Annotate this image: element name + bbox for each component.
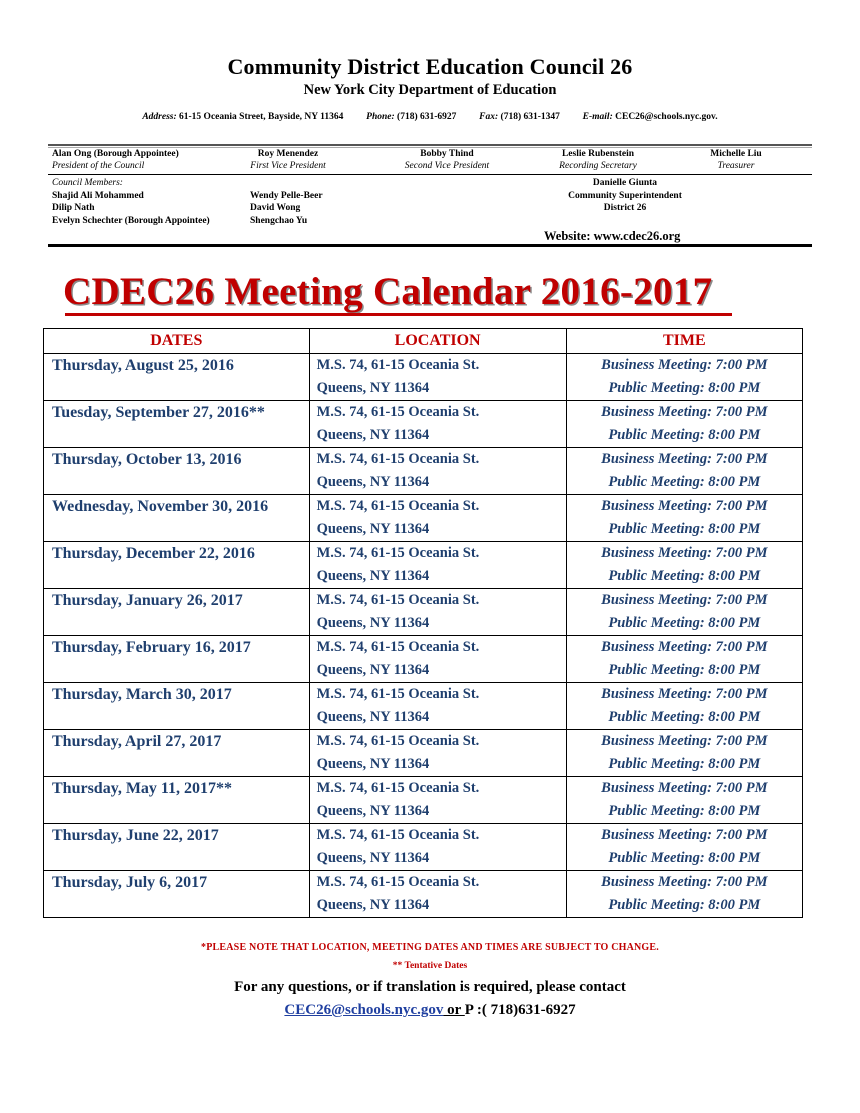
- location-cell: [309, 401, 566, 448]
- location-cell: [309, 730, 566, 777]
- time-cell: [566, 636, 802, 683]
- location-cell: [309, 495, 566, 542]
- location-line-2: Queens, NY 11364: [316, 380, 430, 396]
- public-meeting-time: Public Meeting: 8:00 PM: [608, 756, 761, 772]
- date-cell: [44, 730, 310, 777]
- meeting-date: Thursday, July 6, 2017: [52, 874, 208, 891]
- time-cell: [566, 777, 802, 824]
- header-divider: [48, 144, 812, 146]
- location-cell: [309, 542, 566, 589]
- time-cell: [566, 401, 802, 448]
- table-row: [44, 871, 803, 918]
- business-meeting-time: Business Meeting: 7:00 PM: [601, 404, 768, 420]
- officer-second-vp: Bobby Thind Second Vice President: [404, 149, 490, 171]
- location-line-2: Queens, NY 11364: [316, 709, 430, 725]
- table-row: [44, 354, 803, 401]
- meeting-schedule-table: [43, 328, 803, 918]
- meeting-date: Thursday, February 16, 2017: [52, 639, 251, 656]
- contact-phone: P :( 718)631-6927: [464, 1002, 576, 1018]
- location-cell: [309, 636, 566, 683]
- meeting-date: Thursday, May 11, 2017**: [52, 780, 233, 797]
- date-cell: [44, 401, 310, 448]
- business-meeting-time: Business Meeting: 7:00 PM: [601, 780, 768, 796]
- location-line-1: M.S. 74, 61-15 Oceania St.: [316, 639, 480, 655]
- table-row: [44, 683, 803, 730]
- business-meeting-time: Business Meeting: 7:00 PM: [601, 357, 768, 373]
- contact-email-link[interactable]: CEC26@schools.nyc.gov: [284, 1002, 444, 1018]
- public-meeting-time: Public Meeting: 8:00 PM: [608, 474, 761, 490]
- questions-text: For any questions, or if translation is required, please contact: [234, 979, 626, 995]
- location-line-1: M.S. 74, 61-15 Oceania St.: [316, 827, 480, 843]
- council-members-label: Council Members:: [52, 178, 123, 188]
- time-cell: [566, 448, 802, 495]
- business-meeting-time: Business Meeting: 7:00 PM: [601, 686, 768, 702]
- public-meeting-time: Public Meeting: 8:00 PM: [608, 709, 761, 725]
- officer-treasurer: Michelle Liu Treasurer: [710, 149, 762, 171]
- meeting-date: Wednesday, November 30, 2016: [52, 498, 269, 515]
- table-row: [44, 401, 803, 448]
- time-cell: [566, 730, 802, 777]
- calendar-title-underline: [65, 313, 732, 316]
- time-cell: [566, 683, 802, 730]
- officer-recording-secretary: Leslie Rubenstein Recording Secretary: [559, 149, 637, 171]
- public-meeting-time: Public Meeting: 8:00 PM: [608, 803, 761, 819]
- header-location: LOCATION: [309, 329, 566, 354]
- table-row: [44, 448, 803, 495]
- time-cell: [566, 495, 802, 542]
- public-meeting-time: Public Meeting: 8:00 PM: [608, 662, 761, 678]
- header-dates: DATES: [44, 329, 310, 354]
- time-cell: [566, 589, 802, 636]
- phone-value: (718) 631-6927: [397, 112, 457, 122]
- meeting-date: Thursday, March 30, 2017: [52, 686, 232, 703]
- business-meeting-time: Business Meeting: 7:00 PM: [601, 451, 768, 467]
- council-title: Community District Education Council 26: [227, 54, 633, 79]
- meeting-date: Thursday, December 22, 2016: [52, 545, 255, 562]
- council-members-col1: Council Members: Shajid Ali Mohammed Dilip Nath Evelyn Schechter (Borough Appointee): [52, 178, 210, 226]
- location-line-1: M.S. 74, 61-15 Oceania St.: [316, 874, 480, 890]
- location-line-2: Queens, NY 11364: [316, 803, 430, 819]
- date-cell: [44, 777, 310, 824]
- time-cell: [566, 824, 802, 871]
- location-line-1: M.S. 74, 61-15 Oceania St.: [316, 780, 480, 796]
- location-cell: [309, 824, 566, 871]
- location-line-1: M.S. 74, 61-15 Oceania St.: [316, 733, 480, 749]
- meeting-date: Thursday, January 26, 2017: [52, 592, 243, 609]
- officers-divider: [48, 174, 812, 175]
- location-line-2: Queens, NY 11364: [316, 897, 430, 913]
- business-meeting-time: Business Meeting: 7:00 PM: [601, 827, 768, 843]
- address-label: Address:: [142, 112, 177, 122]
- table-row: [44, 636, 803, 683]
- location-line-2: Queens, NY 11364: [316, 756, 430, 772]
- location-cell: [309, 871, 566, 918]
- phone-label: Phone:: [366, 112, 395, 122]
- public-meeting-time: Public Meeting: 8:00 PM: [608, 427, 761, 443]
- location-line-2: Queens, NY 11364: [316, 615, 430, 631]
- table-row: [44, 495, 803, 542]
- date-cell: [44, 824, 310, 871]
- date-cell: [44, 542, 310, 589]
- business-meeting-time: Business Meeting: 7:00 PM: [601, 545, 768, 561]
- location-cell: [309, 777, 566, 824]
- table-row: [44, 777, 803, 824]
- time-cell: [566, 871, 802, 918]
- meeting-date: Tuesday, September 27, 2016**: [52, 404, 265, 421]
- location-line-2: Queens, NY 11364: [316, 474, 430, 490]
- meeting-date: Thursday, June 22, 2017: [52, 827, 219, 844]
- location-line-1: M.S. 74, 61-15 Oceania St.: [316, 545, 480, 561]
- calendar-title: CDEC26 Meeting Calendar 2016-2017: [63, 270, 713, 313]
- table-header-row: [44, 329, 803, 354]
- date-cell: [44, 683, 310, 730]
- tentative-notice: ** Tentative Dates: [392, 961, 468, 971]
- business-meeting-time: Business Meeting: 7:00 PM: [601, 498, 768, 514]
- location-line-2: Queens, NY 11364: [316, 568, 430, 584]
- change-notice: *PLEASE NOTE THAT LOCATION, MEETING DATES AND TIMES ARE SUBJECT TO CHANGE.: [201, 942, 659, 953]
- council-members-col2: Wendy Pelle-Beer David Wong Shengchao Yu: [250, 190, 323, 226]
- location-line-1: M.S. 74, 61-15 Oceania St.: [316, 686, 480, 702]
- table-row: [44, 730, 803, 777]
- address-value: 61-15 Oceania Street, Bayside, NY 11364: [179, 112, 344, 122]
- table-row: [44, 542, 803, 589]
- location-cell: [309, 683, 566, 730]
- public-meeting-time: Public Meeting: 8:00 PM: [608, 521, 761, 537]
- date-cell: [44, 871, 310, 918]
- public-meeting-time: Public Meeting: 8:00 PM: [608, 615, 761, 631]
- public-meeting-time: Public Meeting: 8:00 PM: [608, 850, 761, 866]
- contact-or-text: or: [443, 1002, 465, 1018]
- meeting-date: Thursday, April 27, 2017: [52, 733, 222, 750]
- letterhead-bottom-divider: [48, 244, 812, 247]
- public-meeting-time: Public Meeting: 8:00 PM: [608, 897, 761, 913]
- location-line-2: Queens, NY 11364: [316, 662, 430, 678]
- contact-details: [0, 1002, 860, 1019]
- meeting-date: Thursday, October 13, 2016: [52, 451, 242, 468]
- business-meeting-time: Business Meeting: 7:00 PM: [601, 733, 768, 749]
- location-line-1: M.S. 74, 61-15 Oceania St.: [316, 451, 480, 467]
- location-line-1: M.S. 74, 61-15 Oceania St.: [316, 357, 480, 373]
- website-link[interactable]: Website: www.cdec26.org: [544, 229, 681, 243]
- date-cell: [44, 495, 310, 542]
- table-row: [44, 589, 803, 636]
- time-cell: [566, 354, 802, 401]
- contact-line: [0, 112, 860, 122]
- location-line-2: Queens, NY 11364: [316, 850, 430, 866]
- officer-president: Alan Ong (Borough Appointee) President of the Council: [52, 149, 179, 171]
- business-meeting-time: Business Meeting: 7:00 PM: [601, 639, 768, 655]
- fax-value: (718) 631-1347: [500, 112, 560, 122]
- officer-first-vp: Roy Menendez First Vice President: [250, 149, 326, 171]
- department-subtitle: New York City Department of Education: [303, 82, 557, 98]
- email-value[interactable]: CEC26@schools.nyc.gov.: [615, 112, 718, 122]
- business-meeting-time: Business Meeting: 7:00 PM: [601, 592, 768, 608]
- location-line-2: Queens, NY 11364: [316, 427, 430, 443]
- date-cell: [44, 354, 310, 401]
- location-line-1: M.S. 74, 61-15 Oceania St.: [316, 404, 480, 420]
- date-cell: [44, 589, 310, 636]
- location-cell: [309, 589, 566, 636]
- time-cell: [566, 542, 802, 589]
- fax-label: Fax:: [479, 112, 499, 122]
- superintendent-block: Danielle Giunta Community Superintendent District 26: [568, 178, 682, 213]
- location-line-1: M.S. 74, 61-15 Oceania St.: [316, 592, 480, 608]
- header-time: TIME: [566, 329, 802, 354]
- date-cell: [44, 636, 310, 683]
- location-cell: [309, 354, 566, 401]
- location-cell: [309, 448, 566, 495]
- location-line-1: M.S. 74, 61-15 Oceania St.: [316, 498, 480, 514]
- public-meeting-time: Public Meeting: 8:00 PM: [608, 568, 761, 584]
- business-meeting-time: Business Meeting: 7:00 PM: [601, 874, 768, 890]
- table-row: [44, 824, 803, 871]
- location-line-2: Queens, NY 11364: [316, 521, 430, 537]
- email-label: E-mail:: [582, 112, 613, 122]
- meeting-date: Thursday, August 25, 2016: [52, 357, 234, 374]
- public-meeting-time: Public Meeting: 8:00 PM: [608, 380, 761, 396]
- date-cell: [44, 448, 310, 495]
